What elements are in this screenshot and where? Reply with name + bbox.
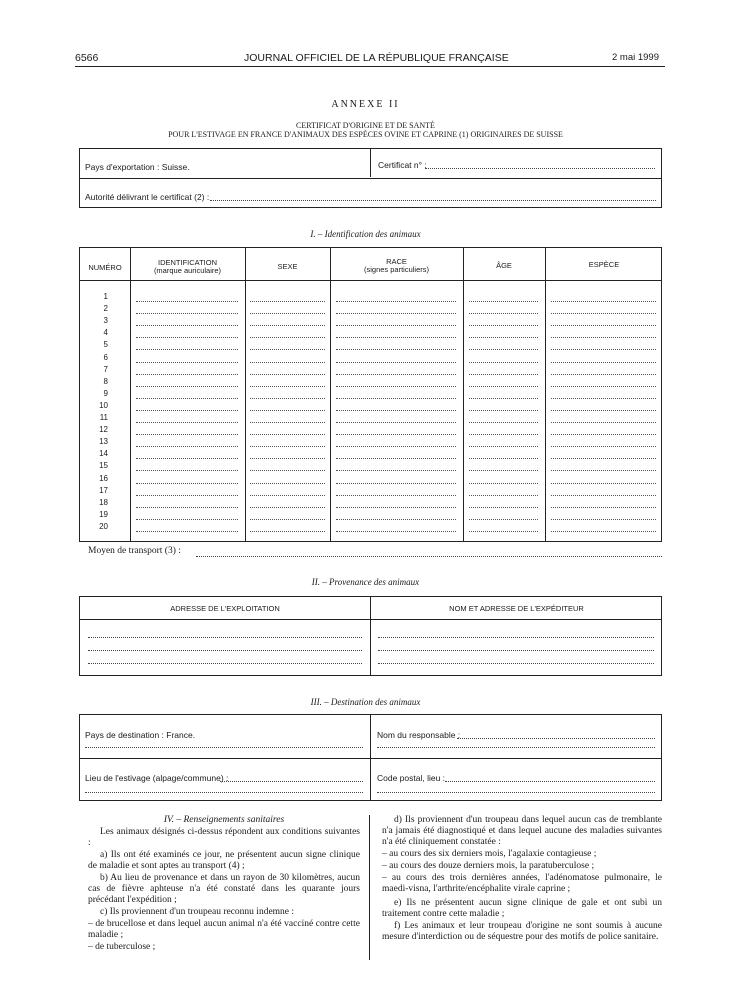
table-cell-line[interactable] bbox=[336, 313, 456, 314]
section4-title: IV. – Renseignements sanitaires bbox=[163, 815, 285, 825]
col-age: ÂGE bbox=[496, 261, 512, 270]
table-cell-line[interactable] bbox=[136, 398, 238, 399]
transport-label: Moyen de transport (3) : bbox=[88, 546, 181, 556]
table-cell-line[interactable] bbox=[136, 519, 238, 520]
table-cell-line[interactable] bbox=[469, 349, 538, 350]
table-cell-line[interactable] bbox=[469, 313, 538, 314]
table-cell-line[interactable] bbox=[136, 507, 238, 508]
table-cell-line[interactable] bbox=[551, 495, 656, 496]
table-cell-line[interactable] bbox=[551, 446, 656, 447]
condition-d3: – au cours des trois dernières années, l'adénomatose pulmonaire, le maedi-visna, l'arthrite/encéphalite virale caprine ; bbox=[382, 873, 662, 894]
table-cell-line[interactable] bbox=[250, 374, 325, 375]
destination-country-label: Pays de destination : France. bbox=[85, 730, 196, 740]
section2-title: II. – Provenance des animaux bbox=[311, 577, 420, 587]
table-cell-line[interactable] bbox=[551, 301, 656, 302]
table-cell-line[interactable] bbox=[336, 495, 456, 496]
table-cell-line[interactable] bbox=[250, 458, 325, 459]
farm-address-line[interactable] bbox=[88, 650, 362, 651]
responsible-label: Nom du responsable : bbox=[377, 730, 461, 740]
row-number: 1 bbox=[103, 292, 108, 301]
table-cell-line[interactable] bbox=[336, 519, 456, 520]
table-cell-line[interactable] bbox=[336, 446, 456, 447]
row-number: 9 bbox=[103, 388, 108, 398]
condition-d: d) Ils proviennent d'un troupeau dans lequel aucun cas de tremblante n'a jamais été diagnostiqué et dans lequel aucune des maladies suivantes n'a été cliniquement constatée : bbox=[382, 815, 662, 847]
table-cell-line[interactable] bbox=[136, 446, 238, 447]
table-cell-line[interactable] bbox=[469, 458, 538, 459]
row-number: 14 bbox=[99, 449, 108, 459]
page-number: 6566 bbox=[75, 52, 99, 64]
col-numero: NUMÉRO bbox=[88, 263, 122, 272]
table-cell-line[interactable] bbox=[551, 470, 656, 471]
table-cell-line[interactable] bbox=[336, 458, 456, 459]
table-cell-line[interactable] bbox=[136, 422, 238, 423]
row-number: 2 bbox=[103, 304, 108, 314]
table-cell-line[interactable] bbox=[551, 337, 656, 338]
responsible-field[interactable] bbox=[457, 738, 655, 739]
postal-code-field[interactable] bbox=[445, 781, 655, 782]
table-cell-line[interactable] bbox=[336, 386, 456, 387]
authority-label: Autorité délivrant le certificat (2) : bbox=[85, 192, 210, 202]
table-cell-line[interactable] bbox=[136, 410, 238, 411]
table-cell-line[interactable] bbox=[336, 325, 456, 326]
section3-title: III. – Destination des animaux bbox=[310, 697, 421, 707]
table-cell-line[interactable] bbox=[336, 410, 456, 411]
row-number: 11 bbox=[99, 413, 108, 422]
row-number: 3 bbox=[103, 316, 108, 326]
table-cell-line[interactable] bbox=[469, 483, 538, 484]
table-cell-line[interactable] bbox=[551, 410, 656, 411]
table-cell-line[interactable] bbox=[469, 374, 538, 375]
table-cell-line[interactable] bbox=[250, 507, 325, 508]
row-number: 18 bbox=[99, 497, 108, 507]
shipper-line[interactable] bbox=[378, 650, 654, 651]
table-cell-line[interactable] bbox=[250, 386, 325, 387]
condition-d1: – au cours des six derniers mois, l'agalaxie contagieuse ; bbox=[382, 849, 597, 859]
condition-a: a) Ils ont été examinés ce jour, ne présentent aucun signe clinique de maladie et sont aptes au transport (4) ; bbox=[88, 850, 360, 871]
row-number: 16 bbox=[99, 473, 108, 483]
origin-table bbox=[79, 596, 662, 676]
condition-c2: – de tuberculose ; bbox=[88, 942, 156, 952]
table-cell-line[interactable] bbox=[551, 458, 656, 459]
table-cell-line[interactable] bbox=[336, 301, 456, 302]
table-cell-line[interactable] bbox=[136, 470, 238, 471]
row-number: 20 bbox=[99, 521, 108, 531]
table-cell-line[interactable] bbox=[551, 349, 656, 350]
table-cell-line[interactable] bbox=[469, 337, 538, 338]
exporter-form bbox=[79, 148, 662, 208]
table-cell-line[interactable] bbox=[551, 434, 656, 435]
condition-f: f) Les animaux et leur troupeau d'origine ne sont soumis à aucune mesure d'interdiction ou de séquestre pour des motifs de police sanitaire. bbox=[382, 921, 662, 942]
condition-d2: – au cours des douze derniers mois, la paratuberculose ; bbox=[382, 861, 595, 871]
table-cell-line[interactable] bbox=[250, 531, 325, 532]
transport-field[interactable] bbox=[196, 556, 662, 557]
table-cell-line[interactable] bbox=[469, 434, 538, 435]
table-cell-line[interactable] bbox=[551, 362, 656, 363]
col-race: RACE bbox=[386, 257, 407, 266]
annex-subtitle-1: CERTIFICAT D'ORIGINE ET DE SANTÉ bbox=[296, 121, 435, 130]
export-country-label: Pays d'exportation : Suisse. bbox=[85, 162, 190, 172]
table-cell-line[interactable] bbox=[551, 519, 656, 520]
table-cell-line[interactable] bbox=[336, 349, 456, 350]
table-cell-line[interactable] bbox=[469, 386, 538, 387]
row-number: 7 bbox=[103, 364, 108, 374]
estivage-line[interactable] bbox=[85, 792, 363, 793]
col-race-sub: (signes particuliers) bbox=[363, 265, 430, 274]
table-cell-line[interactable] bbox=[136, 531, 238, 532]
row-number: 10 bbox=[99, 400, 108, 410]
section4-left bbox=[88, 815, 360, 954]
table-cell-line[interactable] bbox=[136, 458, 238, 459]
table-cell-line[interactable] bbox=[250, 470, 325, 471]
table-cell-line[interactable] bbox=[250, 495, 325, 496]
table-cell-line[interactable] bbox=[336, 507, 456, 508]
table-cell-line[interactable] bbox=[551, 531, 656, 532]
condition-e: e) Ils ne présentent aucun signe clinique de gale et ont subi un traitement contre cette maladie ; bbox=[382, 898, 662, 919]
condition-c1: – de brucellose et dans lequel aucun animal n'a été vacciné contre cette maladie ; bbox=[88, 919, 360, 940]
row-number: 12 bbox=[99, 425, 108, 435]
table-cell-line[interactable] bbox=[250, 422, 325, 423]
column-divider bbox=[369, 815, 370, 960]
table-cell-line[interactable] bbox=[551, 313, 656, 314]
table-cell-line[interactable] bbox=[469, 507, 538, 508]
table-cell-line[interactable] bbox=[250, 446, 325, 447]
shipper-line[interactable] bbox=[378, 637, 654, 638]
table-cell-line[interactable] bbox=[250, 313, 325, 314]
postal-code-label: Code postal, lieu : bbox=[377, 773, 446, 783]
table-cell-line[interactable] bbox=[136, 495, 238, 496]
table-cell-line[interactable] bbox=[136, 362, 238, 363]
annex-subtitle-2: POUR L'ESTIVAGE EN FRANCE D'ANIMAUX DES ESPÈCES OVINE ET CAPRINE (1) ORIGINAIRES DE SUISSE bbox=[168, 130, 563, 139]
section1-title: I. – Identification des animaux bbox=[310, 229, 421, 239]
table-cell-line[interactable] bbox=[551, 483, 656, 484]
header-rule bbox=[75, 66, 665, 67]
table-cell-line[interactable] bbox=[136, 325, 238, 326]
table-cell-line[interactable] bbox=[250, 483, 325, 484]
table-cell-line[interactable] bbox=[551, 374, 656, 375]
intro-text: Les animaux désignés ci-dessus répondent aux conditions suivantes : bbox=[88, 827, 360, 848]
estivage-field[interactable] bbox=[220, 781, 363, 782]
condition-c: c) Ils proviennent d'un troupeau reconnu indemne : bbox=[100, 907, 295, 917]
section4-right bbox=[382, 815, 662, 944]
table-cell-line[interactable] bbox=[136, 386, 238, 387]
postal-code-line[interactable] bbox=[377, 792, 655, 793]
row-number: 6 bbox=[103, 352, 108, 362]
table-cell-line[interactable] bbox=[551, 422, 656, 423]
issue-date: 2 mai 1999 bbox=[612, 52, 660, 63]
table-cell-line[interactable] bbox=[336, 337, 456, 338]
table-cell-line[interactable] bbox=[136, 349, 238, 350]
table-cell-line[interactable] bbox=[469, 446, 538, 447]
table-cell-line[interactable] bbox=[469, 410, 538, 411]
table-cell-line[interactable] bbox=[469, 398, 538, 399]
table-cell-line[interactable] bbox=[136, 434, 238, 435]
table-cell-line[interactable] bbox=[336, 398, 456, 399]
table-cell-line[interactable] bbox=[469, 325, 538, 326]
table-cell-line[interactable] bbox=[250, 349, 325, 350]
table-cell-line[interactable] bbox=[551, 325, 656, 326]
certificate-number-field[interactable] bbox=[425, 168, 655, 169]
table-cell-line[interactable] bbox=[250, 301, 325, 302]
table-cell-line[interactable] bbox=[469, 301, 538, 302]
table-cell-line[interactable] bbox=[136, 313, 238, 314]
journal-title: JOURNAL OFFICIEL DE LA RÉPUBLIQUE FRANÇAISE bbox=[244, 52, 509, 64]
table-cell-line[interactable] bbox=[336, 434, 456, 435]
annex-title: ANNEXE II bbox=[331, 99, 400, 110]
shipper-line[interactable] bbox=[378, 663, 654, 664]
certificate-number-label: Certificat n° : bbox=[378, 160, 427, 170]
table-cell-line[interactable] bbox=[551, 507, 656, 508]
table-cell-line[interactable] bbox=[250, 398, 325, 399]
responsible-line[interactable] bbox=[377, 747, 655, 748]
row-number: 17 bbox=[99, 485, 108, 495]
table-cell-line[interactable] bbox=[469, 470, 538, 471]
col-sexe: SEXE bbox=[277, 262, 298, 271]
table-cell-line[interactable] bbox=[250, 362, 325, 363]
farm-address-line[interactable] bbox=[88, 663, 362, 664]
table-cell-line[interactable] bbox=[336, 374, 456, 375]
table-cell-line[interactable] bbox=[336, 470, 456, 471]
row-number: 13 bbox=[99, 437, 108, 447]
row-number: 4 bbox=[103, 328, 108, 338]
row-number: 19 bbox=[99, 509, 108, 519]
table-cell-line[interactable] bbox=[250, 325, 325, 326]
row-number: 15 bbox=[99, 461, 108, 471]
table-cell-line[interactable] bbox=[250, 434, 325, 435]
col-espece: ESPÈCE bbox=[588, 260, 620, 269]
table-cell-line[interactable] bbox=[469, 519, 538, 520]
table-cell-line[interactable] bbox=[250, 519, 325, 520]
table-cell-line[interactable] bbox=[551, 398, 656, 399]
table-cell-line[interactable] bbox=[136, 301, 238, 302]
estivage-label: Lieu de l'estivage (alpage/commune) : bbox=[85, 773, 229, 783]
destination-country-line[interactable] bbox=[85, 747, 363, 748]
col-identification: IDENTIFICATION bbox=[157, 258, 218, 267]
table-cell-line[interactable] bbox=[136, 374, 238, 375]
col-identification-sub: (marque auriculaire) bbox=[153, 266, 222, 275]
animals-table bbox=[79, 247, 662, 542]
table-cell-line[interactable] bbox=[551, 386, 656, 387]
col-shipper-name: NOM ET ADRESSE DE L'EXPÉDITEUR bbox=[449, 604, 584, 613]
table-cell-line[interactable] bbox=[250, 410, 325, 411]
table-cell-line[interactable] bbox=[336, 531, 456, 532]
table-cell-line[interactable] bbox=[469, 422, 538, 423]
table-cell-line[interactable] bbox=[336, 362, 456, 363]
table-cell-line[interactable] bbox=[136, 483, 238, 484]
col-farm-address: ADRESSE DE L'EXPLOITATION bbox=[170, 604, 280, 613]
table-cell-line[interactable] bbox=[336, 483, 456, 484]
table-cell-line[interactable] bbox=[136, 337, 238, 338]
row-number: 8 bbox=[103, 376, 108, 386]
table-cell-line[interactable] bbox=[469, 362, 538, 363]
row-number: 5 bbox=[103, 340, 108, 350]
table-cell-line[interactable] bbox=[336, 422, 456, 423]
condition-b: b) Au lieu de provenance et dans un rayon de 30 kilomètres, aucun cas de fièvre aphteuse n'a été constaté dans les quarante jours précédant l'expédition ; bbox=[88, 873, 360, 905]
table-cell-line[interactable] bbox=[250, 337, 325, 338]
authority-field[interactable] bbox=[210, 200, 656, 201]
farm-address-line[interactable] bbox=[88, 637, 362, 638]
table-cell-line[interactable] bbox=[469, 495, 538, 496]
destination-table bbox=[79, 714, 662, 801]
table-cell-line[interactable] bbox=[469, 531, 538, 532]
